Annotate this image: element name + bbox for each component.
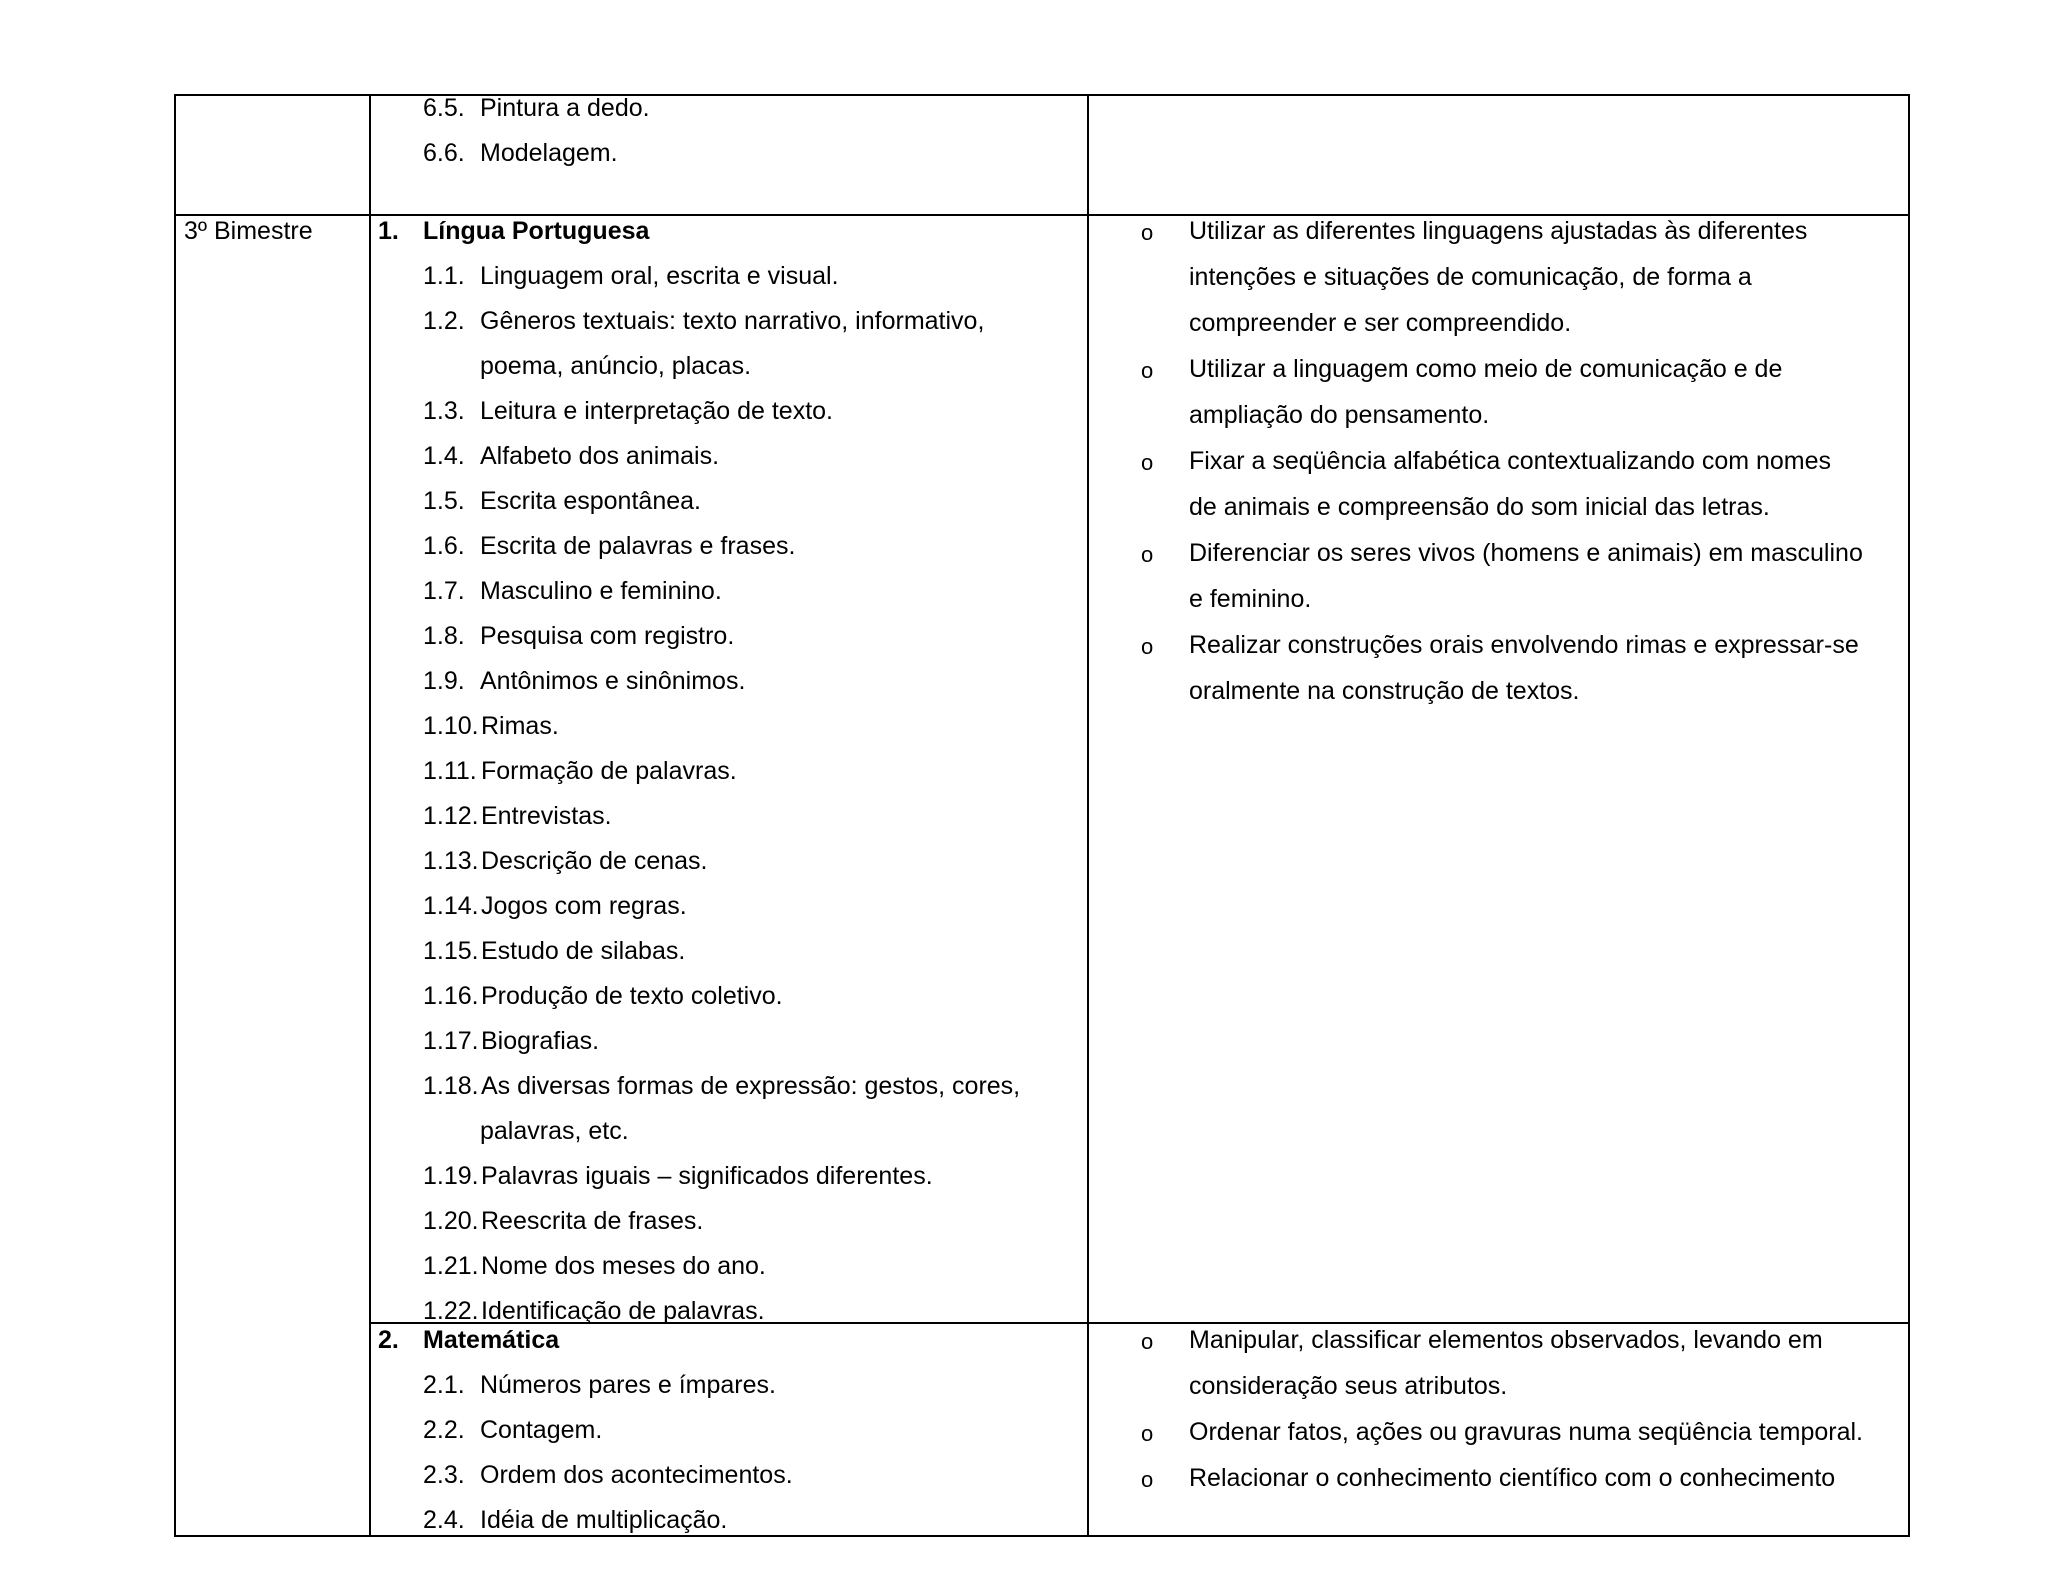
objective-text: e feminino. xyxy=(1189,585,1312,613)
item-number: 1.8. xyxy=(423,622,465,650)
item-text: Rimas. xyxy=(481,712,559,740)
item-number: 2.4. xyxy=(423,1506,465,1534)
item-number: 1.20. xyxy=(423,1207,479,1235)
item-text: Leitura e interpretação de texto. xyxy=(480,397,834,425)
item-text: Descrição de cenas. xyxy=(481,847,708,875)
section-number: 2. xyxy=(378,1326,399,1354)
item-number: 1.16. xyxy=(423,982,479,1010)
item-text-continuation: palavras, etc. xyxy=(480,1117,629,1145)
item-text: Contagem. xyxy=(480,1416,603,1444)
item-number: 1.18. xyxy=(423,1072,479,1100)
item-text: Pintura a dedo. xyxy=(480,94,650,122)
bullet-icon: o xyxy=(1141,450,1154,475)
item-number: 1.10. xyxy=(423,712,479,740)
bullet-icon: o xyxy=(1141,634,1154,659)
bullet-icon: o xyxy=(1141,542,1154,567)
objective-text: compreender e ser compreendido. xyxy=(1189,309,1572,337)
item-text: As diversas formas de expressão: gestos, cores, xyxy=(481,1072,1021,1100)
item-number: 1.1. xyxy=(423,262,465,290)
item-number: 1.9. xyxy=(423,667,465,695)
bullet-icon: o xyxy=(1141,1467,1154,1492)
item-number: 1.13. xyxy=(423,847,479,875)
item-number: 1.22. xyxy=(423,1297,479,1325)
item-text: Formação de palavras. xyxy=(481,757,737,785)
item-number: 1.3. xyxy=(423,397,465,425)
objective-text: Fixar a seqüência alfabética contextualizando com nomes xyxy=(1189,447,1832,475)
item-text: Identificação de palavras. xyxy=(481,1297,765,1325)
item-text: Jogos com regras. xyxy=(481,892,687,920)
item-number: 1.6. xyxy=(423,532,465,560)
section-heading: Língua Portuguesa xyxy=(423,217,650,245)
item-text: Reescrita de frases. xyxy=(481,1207,704,1235)
objective-text: Utilizar a linguagem como meio de comunicação e de xyxy=(1189,355,1783,383)
item-number: 2.1. xyxy=(423,1371,465,1399)
item-text: Ordem dos acontecimentos. xyxy=(480,1461,793,1489)
item-text: Alfabeto dos animais. xyxy=(480,442,720,470)
objective-text: Manipular, classificar elementos observados, levando em xyxy=(1189,1326,1823,1354)
item-number: 2.3. xyxy=(423,1461,465,1489)
item-text: Números pares e ímpares. xyxy=(480,1371,776,1399)
item-text: Produção de texto coletivo. xyxy=(481,982,783,1010)
item-number: 1.2. xyxy=(423,307,465,335)
item-text: Masculino e feminino. xyxy=(480,577,722,605)
item-number: 1.12. xyxy=(423,802,479,830)
column-divider xyxy=(1087,96,1089,1535)
item-text: Nome dos meses do ano. xyxy=(481,1252,766,1280)
objective-text: Utilizar as diferentes linguagens ajustadas às diferentes xyxy=(1189,217,1808,245)
section-heading: Matemática xyxy=(423,1326,560,1354)
item-text: Entrevistas. xyxy=(481,802,612,830)
section-number: 1. xyxy=(378,217,399,245)
item-text: Idéia de multiplicação. xyxy=(480,1506,728,1534)
objective-text: Relacionar o conhecimento científico com o conhecimento xyxy=(1189,1464,1836,1492)
item-number: 1.21. xyxy=(423,1252,479,1280)
item-text: Estudo de silabas. xyxy=(481,937,686,965)
item-number: 1.19. xyxy=(423,1162,479,1190)
objective-text: Ordenar fatos, ações ou gravuras numa seqüência temporal. xyxy=(1189,1418,1863,1446)
item-number: 1.5. xyxy=(423,487,465,515)
item-number: 6.5. xyxy=(423,94,465,122)
objective-text: ampliação do pensamento. xyxy=(1189,401,1490,429)
bullet-icon: o xyxy=(1141,358,1154,383)
objective-text: consideração seus atributos. xyxy=(1189,1372,1508,1400)
item-text: Gêneros textuais: texto narrativo, informativo, xyxy=(480,307,985,335)
item-text: Palavras iguais – significados diferentes. xyxy=(481,1162,933,1190)
bullet-icon: o xyxy=(1141,1329,1154,1354)
item-text: Escrita de palavras e frases. xyxy=(480,532,796,560)
item-number: 1.14. xyxy=(423,892,479,920)
objective-text: intenções e situações de comunicação, de forma a xyxy=(1189,263,1752,291)
item-text: Antônimos e sinônimos. xyxy=(480,667,746,695)
objective-text: de animais e compreensão do som inicial das letras. xyxy=(1189,493,1770,521)
item-number: 1.17. xyxy=(423,1027,479,1055)
item-text: Escrita espontânea. xyxy=(480,487,701,515)
item-number: 1.7. xyxy=(423,577,465,605)
objective-text: Diferenciar os seres vivos (homens e animais) em masculino xyxy=(1189,539,1863,567)
item-number: 1.11. xyxy=(423,757,477,785)
period-label: 3º Bimestre xyxy=(184,217,313,245)
item-text: Pesquisa com registro. xyxy=(480,622,735,650)
item-text: Linguagem oral, escrita e visual. xyxy=(480,262,839,290)
bullet-icon: o xyxy=(1141,1421,1154,1446)
objective-text: Realizar construções orais envolvendo rimas e expressar-se xyxy=(1189,631,1859,659)
item-number: 1.15. xyxy=(423,937,479,965)
item-text: Modelagem. xyxy=(480,139,618,167)
objective-text: oralmente na construção de textos. xyxy=(1189,677,1580,705)
item-number: 2.2. xyxy=(423,1416,465,1444)
bullet-icon: o xyxy=(1141,220,1154,245)
item-number: 1.4. xyxy=(423,442,465,470)
item-text-continuation: poema, anúncio, placas. xyxy=(480,352,752,380)
item-text: Biografias. xyxy=(481,1027,600,1055)
item-number: 6.6. xyxy=(423,139,465,167)
column-divider xyxy=(369,96,371,1535)
